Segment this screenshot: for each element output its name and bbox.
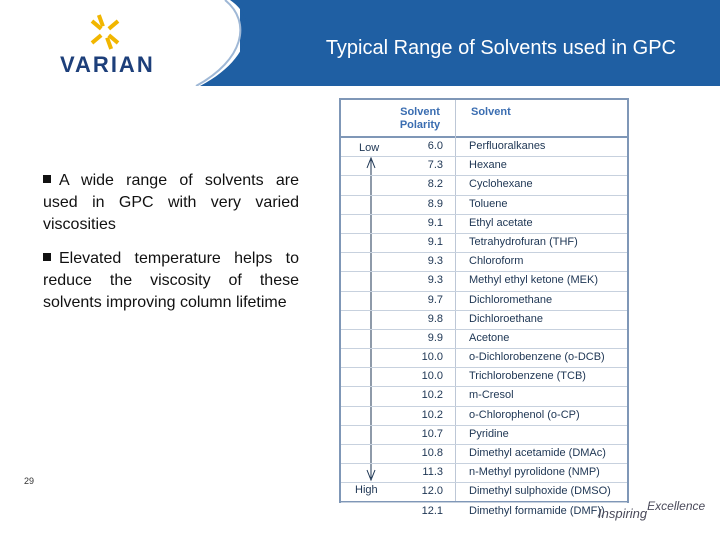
- bullet-list: [43, 170, 299, 326]
- solvent-name: Pyridine: [469, 427, 509, 440]
- solvent-name: Dimethyl sulphoxide (DMSO): [469, 485, 611, 498]
- solvent-name: m-Cresol: [469, 389, 514, 402]
- polarity-value: 10.2: [421, 408, 443, 421]
- bullet-text: Elevated temperature helps to reduce the viscosity of these solvents improving column lifetime: [43, 250, 299, 311]
- brand-wordmark: VARIAN: [60, 52, 155, 77]
- polarity-value: 9.9: [427, 331, 443, 344]
- bullet-item: [43, 170, 299, 236]
- solvent-name: Dimethyl formamide (DMF)): [469, 504, 605, 517]
- polarity-value: 7.3: [427, 159, 443, 172]
- polarity-value: 10.0: [421, 351, 443, 364]
- bullet-item: [43, 248, 299, 314]
- header-band: [0, 0, 720, 86]
- solvent-name: Dichloroethane: [469, 312, 543, 325]
- table-row: [341, 387, 627, 406]
- solvent-name: Toluene: [469, 197, 508, 210]
- tagline-excellence: Excellence: [647, 499, 706, 513]
- table-header: [341, 100, 627, 138]
- axis-label-high: High: [355, 484, 378, 496]
- polarity-value: 12.0: [421, 485, 443, 498]
- varian-logo-icon: [88, 14, 122, 50]
- table-row: [341, 234, 627, 253]
- solvent-table: [339, 98, 629, 517]
- table-row: [341, 311, 627, 330]
- bullet-marker-icon: [43, 175, 51, 183]
- solvent-name: Cyclohexane: [469, 178, 533, 191]
- page-title: Typical Range of Solvents used in GPC: [325, 37, 676, 59]
- polarity-value: 9.3: [427, 255, 443, 268]
- solvent-name: Hexane: [469, 159, 507, 172]
- table-row: [341, 215, 627, 234]
- table-row: [341, 368, 627, 387]
- table-row: [341, 272, 627, 291]
- table-row: [341, 253, 627, 272]
- polarity-value: 8.9: [427, 197, 443, 210]
- table-row: [341, 138, 627, 157]
- table-row: [341, 483, 627, 502]
- table-row: [341, 176, 627, 195]
- solvent-name: o-Chlorophenol (o-CP): [469, 408, 580, 421]
- table-row: [341, 292, 627, 311]
- bullet-marker-icon: [43, 253, 51, 261]
- page-number: 29: [24, 476, 35, 486]
- table-row: [341, 349, 627, 368]
- solvent-name: Methyl ethyl ketone (MEK): [469, 274, 598, 287]
- table-row: [341, 426, 627, 445]
- solvent-name: Chloroform: [469, 255, 524, 268]
- solvent-name: Trichlorobenzene (TCB): [469, 370, 586, 383]
- polarity-value: 9.8: [427, 312, 443, 325]
- polarity-value: 9.1: [427, 216, 443, 229]
- table-row: [341, 503, 627, 521]
- polarity-value: 9.1: [427, 235, 443, 248]
- column-header-polarity: Solvent Polarity: [399, 106, 441, 131]
- solvent-name: Ethyl acetate: [469, 216, 533, 229]
- table-row: [341, 330, 627, 349]
- polarity-value: 6.0: [427, 140, 443, 152]
- axis-label-low: Low: [359, 142, 380, 154]
- polarity-value: 10.7: [421, 427, 443, 440]
- tagline-inspiring: Inspiring: [598, 506, 648, 521]
- solvent-name: Acetone: [469, 331, 510, 344]
- polarity-value: 9.7: [427, 293, 443, 306]
- solvent-name: o-Dichlorobenzene (o-DCB): [469, 351, 605, 364]
- polarity-value: 10.2: [421, 389, 443, 402]
- polarity-value: 10.0: [421, 370, 443, 383]
- solvent-name: Perfluoralkanes: [469, 140, 546, 152]
- solvent-name: Tetrahydrofuran (THF): [469, 235, 578, 248]
- solvent-name: Dichloromethane: [469, 293, 553, 306]
- polarity-value: 12.1: [421, 504, 443, 517]
- table-row: [341, 196, 627, 215]
- solvent-name: Dimethyl acetamide (DMAc): [469, 447, 606, 459]
- polarity-value: 11.3: [422, 466, 443, 479]
- table-row: [341, 407, 627, 426]
- polarity-value: 8.2: [427, 178, 443, 191]
- polarity-value: 10.8: [421, 447, 443, 459]
- bullet-text: A wide range of solvents are used in GPC with very varied viscosities: [43, 172, 299, 233]
- table-row: [341, 157, 627, 176]
- solvent-name: n-Methyl pyrolidone (NMP): [469, 466, 600, 479]
- column-header-solvent: Solvent: [471, 106, 511, 118]
- table-body: [341, 138, 627, 521]
- table-row: [341, 464, 627, 483]
- polarity-value: 9.3: [427, 274, 443, 287]
- table-row: [341, 445, 627, 464]
- footer-tagline: [598, 499, 706, 523]
